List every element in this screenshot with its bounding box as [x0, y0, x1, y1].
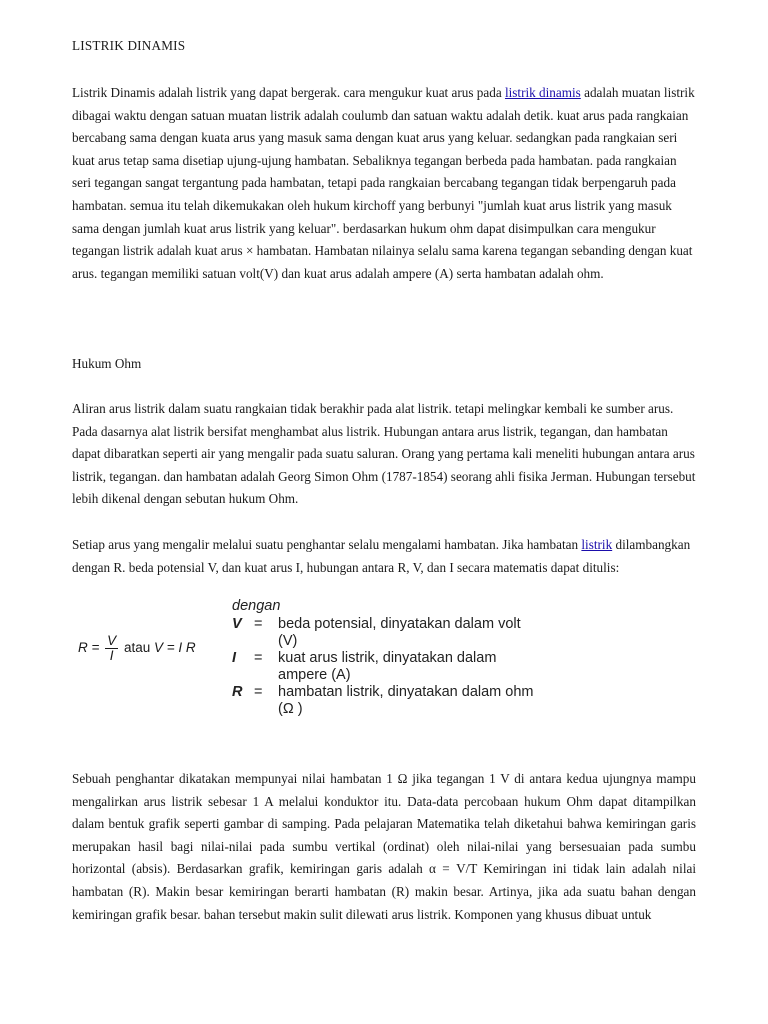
paragraph-hambatan-grafik: Sebuah penghantar dikatakan mempunyai nilai hambatan 1 Ω jika tegangan 1 V di antara kedua ujungnya mampu mengalirkan arus listrik sebesar 1 A melalui konduktor itu. Data-data percobaan hukum Ohm dapat ditampilkan dalam bentuk grafik seperti gambar di samping. Pada pelajaran Matematika telah diketahui bahwa kemiringan garis merupakan hasil bagi nilai-nilai pada sumbu vertikal (ordinat) oleh nilai-nilai yang bersesuaian pada sumbu horizontal (absis). Berdasarkan grafik, kemiringan garis adalah α = V/T Kemiringan ini tidak lain adalah nilai hambatan (R). Makin besar kemiringan berarti hambatan (R) makin besar. Artinya, jika ada suatu bahan dengan kemiringan grafik besar. bahan tersebut makin sulit dilewati arus listrik. Komponen yang khusus dibuat untuk: [72, 771, 696, 922]
paragraph-listrik-dinamis: [72, 82, 696, 285]
link-listrik[interactable]: listrik: [581, 537, 613, 552]
formula-legend: [232, 598, 538, 718]
formula-row-v: [232, 616, 538, 650]
formula-row-eq: =: [254, 650, 263, 666]
formula-numerator: V: [107, 633, 117, 648]
formula-row-var: I: [232, 650, 237, 666]
formula-row-desc: beda potensial, dinyatakan dalam volt (V): [278, 616, 521, 649]
formula-lhs: R =: [78, 640, 100, 656]
formula-row-eq: =: [254, 684, 263, 700]
formula-fraction: [105, 634, 118, 663]
p1-text-after-link: adalah muatan listrik dibagai waktu dengan satuan muatan listrik adalah coulumb dan satuan waktu adalah detik. kuat arus pada rangkaian bercabang sama dengan kuata arus yang masuk sama dengan kuat arus yang keluar. sedangkan pada rangkaian seri kuat arus tetap sama disetiap ujung-ujung hambatan. Sebaliknya tegangan berbeda pada hambatan. pada rangkaian seri tegangan sangat tergantung pada hambatan, tetapi pada rangkaian bercabang tegangan tidak berpengaruh pada hambatan. semua itu telah dikemukakan oleh hukum kirchoff yang berbunyi "jumlah kuat arus listrik yang masuk sama dengan jumlah kuat arus listrik yang keluar". berdasarkan hukum ohm dapat disimpulkan cara mengukur tegangan listrik adalah kuat arus × hambatan. Hambatan nilainya selalu sama karena tegangan sebanding dengan kuat arus. tegangan memiliki satuan volt(V) dan kuat arus adalah ampere (A) serta hambatan adalah ohm.: [72, 85, 695, 281]
paragraph-formula-intro: [72, 534, 696, 579]
heading-hukum-ohm: Hukum Ohm: [72, 356, 142, 371]
formula-row-desc: hambatan listrik, dinyatakan dalam ohm (Ω ): [278, 684, 534, 717]
formula-row-desc: kuat arus listrik, dinyatakan dalam ampere (A): [278, 650, 497, 683]
formula-row-var: R: [232, 684, 243, 700]
formula-rhs: V = I R: [153, 640, 196, 656]
formula-denominator: I: [109, 648, 114, 663]
paragraph-hukum-ohm: Aliran arus listrik dalam suatu rangkaian tidak berakhir pada alat listrik. tetapi melingkar kembali ke sumber arus. Pada dasarnya alat listrik bersifat menghambat alus listrik. Hubungan antara arus listrik, tegangan, dan hambatan dapat dibaratkan seperti air yang mengalir pada suatu saluran. Orang yang pertama kali meneliti hubungan antara arus listrik, tegangan. dan hambatan adalah Georg Simon Ohm (1787-1854) seorang ahli fisika Jerman. Hubungan tersebut lebih dikenal dengan sebutan hukum Ohm.: [72, 401, 696, 507]
link-listrik-dinamis[interactable]: listrik dinamis: [504, 85, 581, 100]
p3-text-before-link: Setiap arus yang mengalir melalui suatu penghantar selalu mengalami hambatan. Jika hambatan: [72, 537, 582, 552]
formula-atau: atau: [123, 640, 151, 656]
formula-equation: [78, 634, 196, 663]
p3-text-after-link: dilambangkan dengan R. beda potensial V, dan kuat arus I, hubungan antara R, V, dan I secara matematis dapat ditulis:: [72, 537, 691, 575]
document-title: LISTRIK DINAMIS: [72, 38, 186, 53]
formula-row-i: [232, 650, 538, 684]
formula-row-var: V: [232, 616, 242, 632]
formula-dengan: dengan: [232, 598, 281, 614]
p1-text-before-link: Listrik Dinamis adalah listrik yang dapat bergerak. cara mengukur kuat arus pada: [72, 85, 505, 100]
formula-row-eq: =: [254, 616, 263, 632]
formula-row-r: [232, 684, 538, 718]
ohm-law-formula: [66, 598, 536, 746]
